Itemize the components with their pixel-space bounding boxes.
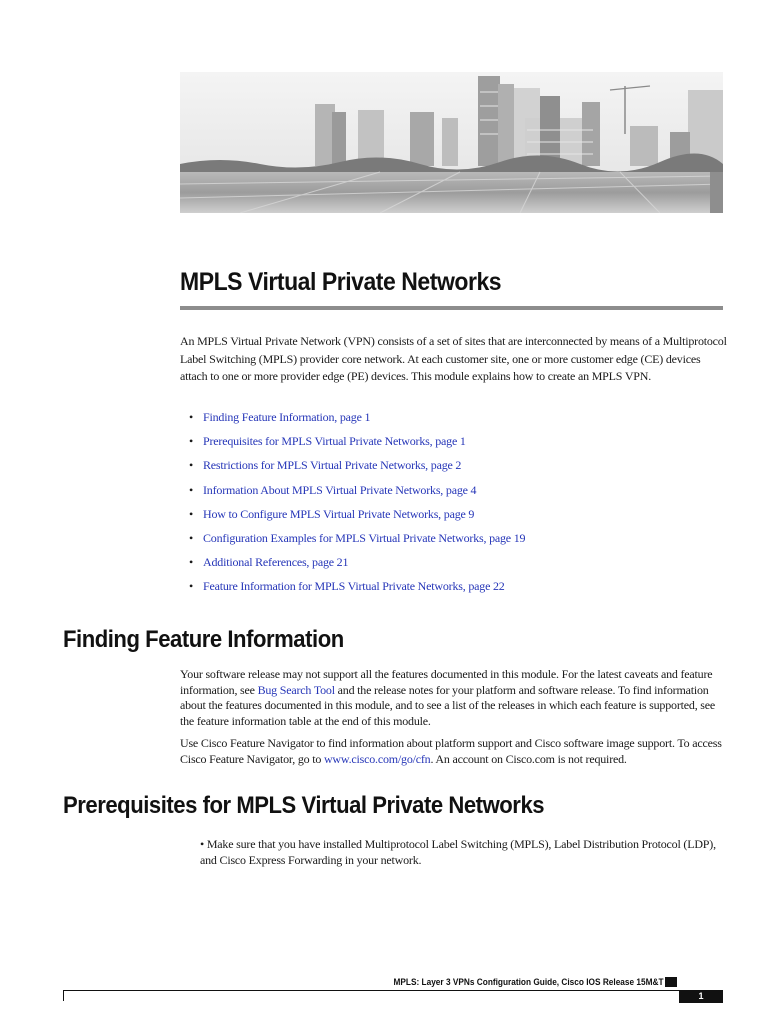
toc-link[interactable]: Feature Information for MPLS Virtual Private Networks, page 22 — [203, 579, 505, 594]
toc-link[interactable]: How to Configure MPLS Virtual Private Networks, page 9 — [203, 506, 475, 521]
footer-tick — [63, 990, 64, 1001]
toc-link[interactable]: Finding Feature Information, page 1 — [203, 410, 371, 424]
toc-item — [189, 578, 525, 602]
prerequisite-item — [200, 836, 730, 868]
toc-item — [189, 409, 525, 433]
bullet-icon: • — [189, 482, 194, 497]
footer-divider — [63, 990, 723, 991]
finding-text-1a: Your software release may not support all the features documented in this module. For the latest caveats and feature information, see — [180, 667, 713, 697]
footer-guide-title: MPLS: Layer 3 VPNs Configuration Guide, Cisco IOS Release 15M&T — [393, 977, 664, 987]
bullet-icon: • — [189, 555, 194, 570]
finding-paragraph-2 — [180, 736, 730, 767]
toc-link[interactable]: Prerequisites for MPLS Virtual Private Networks, page 1 — [203, 434, 466, 449]
city-skyline-banner — [180, 72, 723, 213]
bug-search-tool-link[interactable]: Bug Search Tool — [257, 682, 335, 697]
finding-text-1b: and the release notes for your platform and software release. To find information about the features documented in this module, and to see a list of the releases in which each feature is supported, see the feature information table at the end of this module. — [180, 682, 716, 728]
bullet-icon: • — [189, 410, 194, 424]
intro-paragraph: An MPLS Virtual Private Network (VPN) consists of a set of sites that are interconnected by means of a Multiprotocol Label Switching (MPLS) provider core network. At each customer site, one or more customer edge (CE) devices attach to one or more provider edge (PE) devices. This module explains how to create an MPLS VPN. — [180, 334, 727, 383]
toc-item — [189, 457, 525, 481]
toc-item — [189, 482, 525, 506]
bullet-icon: • — [189, 506, 194, 521]
page-number: 1 — [679, 990, 723, 1003]
finding-text-2a: Use Cisco Feature Navigator to find information about platform support and Cisco software image support. To access Cisco Feature Navigator, go to — [180, 736, 722, 766]
toc-item — [189, 506, 525, 530]
bullet-icon: • — [189, 434, 194, 449]
table-of-contents — [189, 409, 525, 603]
finding-text-2b: . An account on Cisco.com is not required. — [430, 751, 627, 766]
toc-item — [189, 530, 525, 554]
toc-link[interactable]: Configuration Examples for MPLS Virtual Private Networks, page 19 — [203, 530, 526, 545]
feature-navigator-link[interactable]: www.cisco.com/go/cfn — [323, 751, 431, 766]
bullet-icon: • — [189, 530, 194, 545]
toc-item — [189, 433, 525, 457]
finding-feature-heading: Finding Feature Information — [63, 626, 344, 653]
bullet-icon: • — [189, 458, 194, 473]
finding-paragraph-1 — [180, 667, 730, 729]
toc-link[interactable]: Additional References, page 21 — [203, 555, 349, 570]
bullet-icon: • — [189, 579, 194, 594]
footer-marker — [665, 977, 677, 987]
toc-link[interactable]: Information About MPLS Virtual Private Networks, page 4 — [203, 482, 477, 497]
prerequisite-text: Make sure that you have installed Multiprotocol Label Switching (MPLS), Label Distribution Protocol (LDP), and Cisco Express Forwarding in your network. — [200, 837, 716, 867]
page-title: MPLS Virtual Private Networks — [180, 268, 502, 296]
toc-link[interactable]: Restrictions for MPLS Virtual Private Networks, page 2 — [203, 458, 462, 473]
city-skyline-image — [180, 72, 723, 213]
toc-item — [189, 554, 525, 578]
bullet-icon: • — [200, 837, 205, 851]
prerequisites-heading: Prerequisites for MPLS Virtual Private Networks — [63, 792, 545, 819]
title-divider — [180, 306, 723, 310]
